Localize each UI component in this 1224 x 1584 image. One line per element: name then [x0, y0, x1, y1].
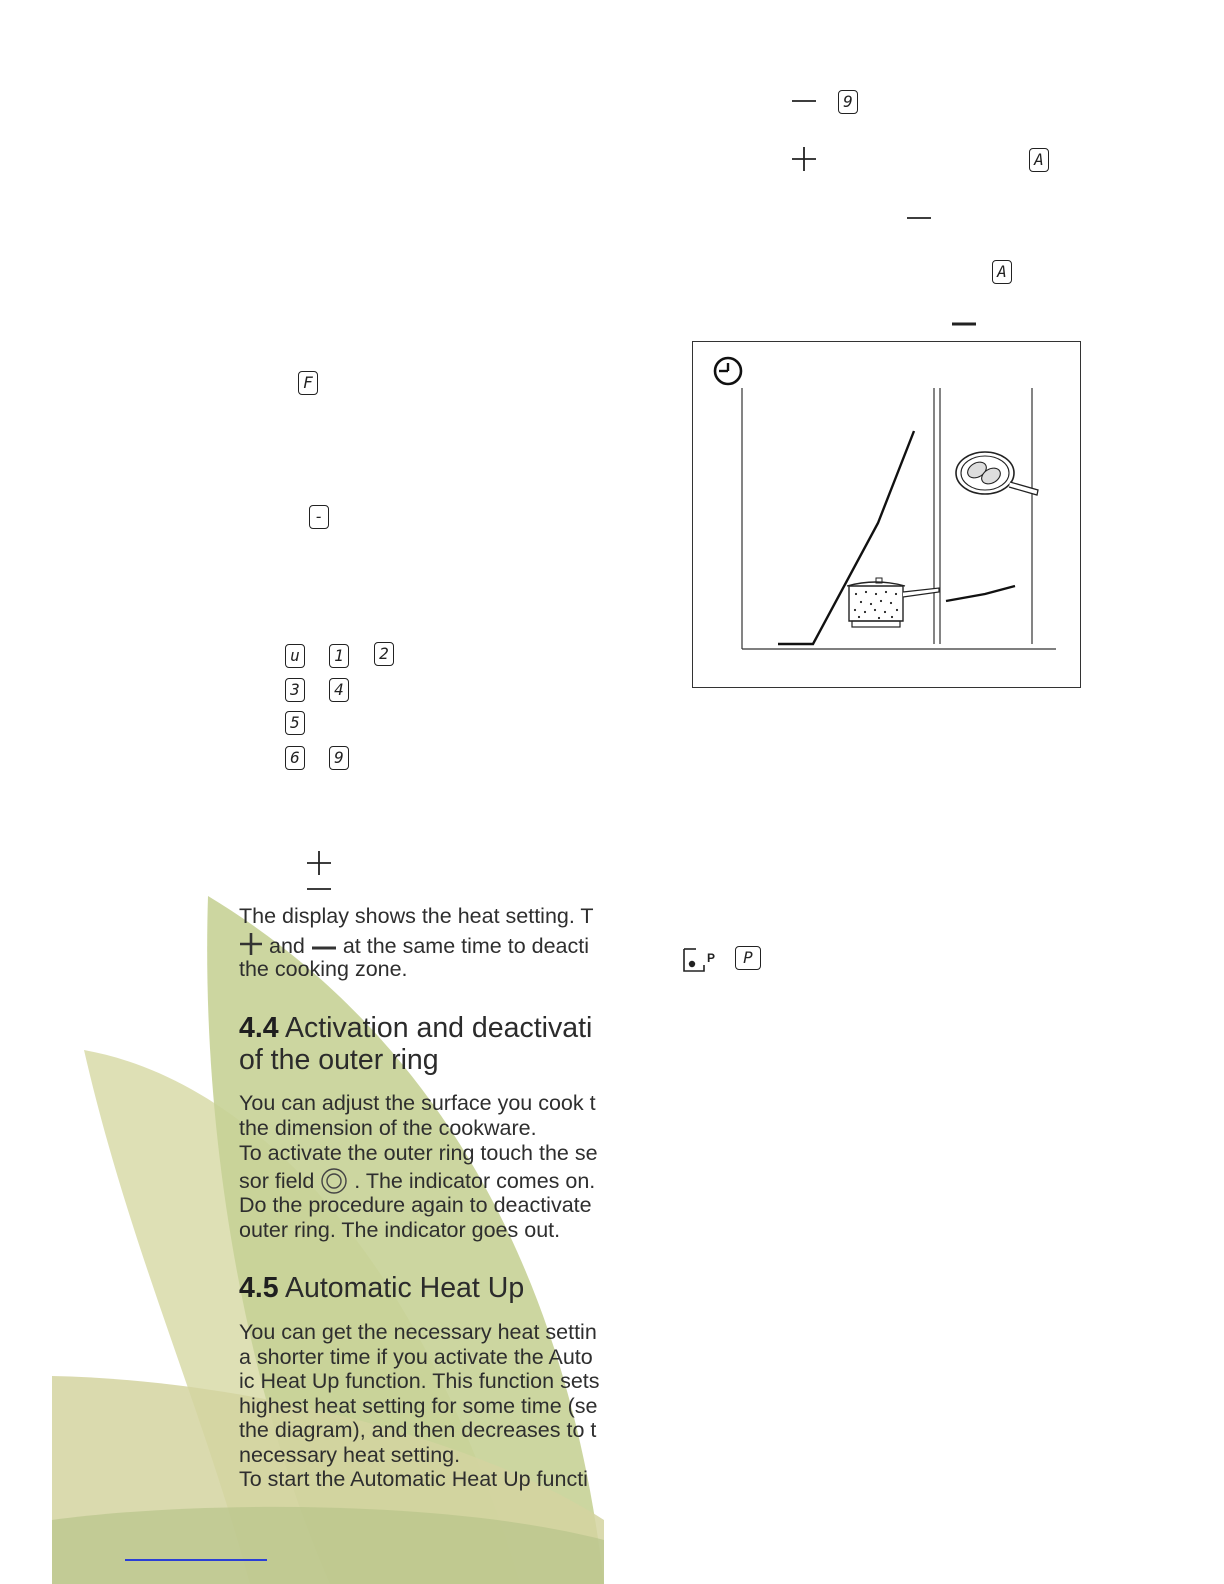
paragraph-line: To activate the outer ring touch the se — [239, 1141, 598, 1165]
section-4-5-heading — [239, 1272, 609, 1304]
heat-up-diagram-graphic — [693, 342, 1082, 689]
deactivate-text: at the same time to deacti — [342, 934, 590, 958]
heat-level-1: 1 — [329, 644, 349, 668]
paragraph-line: necessary heat setting. — [239, 1443, 461, 1467]
display-symbol-9: 9 — [838, 90, 858, 114]
heat-level-9: 9 — [329, 746, 349, 770]
display-info-line-1: The display shows the heat setting. T — [239, 904, 594, 928]
footer-link-underline[interactable] — [125, 1559, 267, 1561]
display-symbol-p: P — [735, 946, 761, 970]
section-title: Activation and deactivati — [284, 1012, 593, 1044]
display-symbol-a: A — [992, 260, 1012, 284]
minus-icon — [306, 882, 332, 896]
minus-icon — [951, 317, 977, 331]
minus-icon — [791, 94, 817, 108]
display-symbol-f: F — [298, 371, 318, 395]
minus-icon — [906, 211, 932, 225]
automatic-heat-up-diagram — [692, 341, 1081, 688]
paragraph-line: a shorter time if you activate the Auto — [239, 1345, 593, 1369]
display-symbol-dash: - — [309, 505, 329, 529]
minus-icon — [311, 936, 337, 956]
paragraph-line: Do the procedure again to deactivate — [239, 1193, 592, 1217]
frying-pan-icon — [956, 452, 1038, 495]
paragraph-line: ic Heat Up function. This function sets — [239, 1369, 600, 1393]
sensor-field-text: sor field — [239, 1169, 315, 1193]
heat-level-5: 5 — [285, 711, 305, 735]
section-number: 4.5 — [239, 1272, 279, 1304]
pot-icon — [847, 578, 939, 627]
section-number: 4.4 — [239, 1012, 279, 1044]
heat-curve-low — [946, 586, 1015, 601]
section-4-4-heading-line-2: of the outer ring — [239, 1044, 439, 1076]
plus-icon — [791, 146, 817, 172]
paragraph-line — [239, 1167, 609, 1195]
section-title: Automatic Heat Up — [284, 1272, 525, 1304]
paragraph-line: highest heat setting for some time (se — [239, 1394, 598, 1418]
display-symbol-a: A — [1029, 148, 1049, 172]
paragraph-line: the dimension of the cookware. — [239, 1116, 537, 1140]
plus-icon — [239, 932, 263, 956]
section-4-4-heading-line-1 — [239, 1012, 609, 1044]
heat-level-6: 6 — [285, 746, 305, 770]
clock-icon — [715, 358, 741, 384]
display-info-line-2 — [239, 932, 609, 959]
heat-level-4: 4 — [329, 678, 349, 702]
and-text: and — [268, 934, 305, 958]
paragraph-line: the diagram), and then decreases to t — [239, 1418, 597, 1442]
paragraph-line: You can adjust the surface you cook t — [239, 1091, 596, 1115]
plus-icon — [306, 850, 332, 876]
heat-level-3: 3 — [285, 678, 305, 702]
heat-level-2: 2 — [374, 642, 394, 666]
paragraph-line: outer ring. The indicator goes out. — [239, 1218, 561, 1242]
p-icon-letter: P — [707, 951, 716, 965]
outer-ring-icon — [320, 1167, 348, 1195]
paragraph-line: You can get the necessary heat settin — [239, 1320, 597, 1344]
paragraph-line: To start the Automatic Heat Up functi — [239, 1467, 588, 1491]
heat-level-u: u — [285, 644, 305, 668]
indicator-text: . The indicator comes on. — [354, 1169, 596, 1193]
display-info-line-3: the cooking zone. — [239, 957, 408, 981]
power-boost-icon — [682, 945, 718, 973]
